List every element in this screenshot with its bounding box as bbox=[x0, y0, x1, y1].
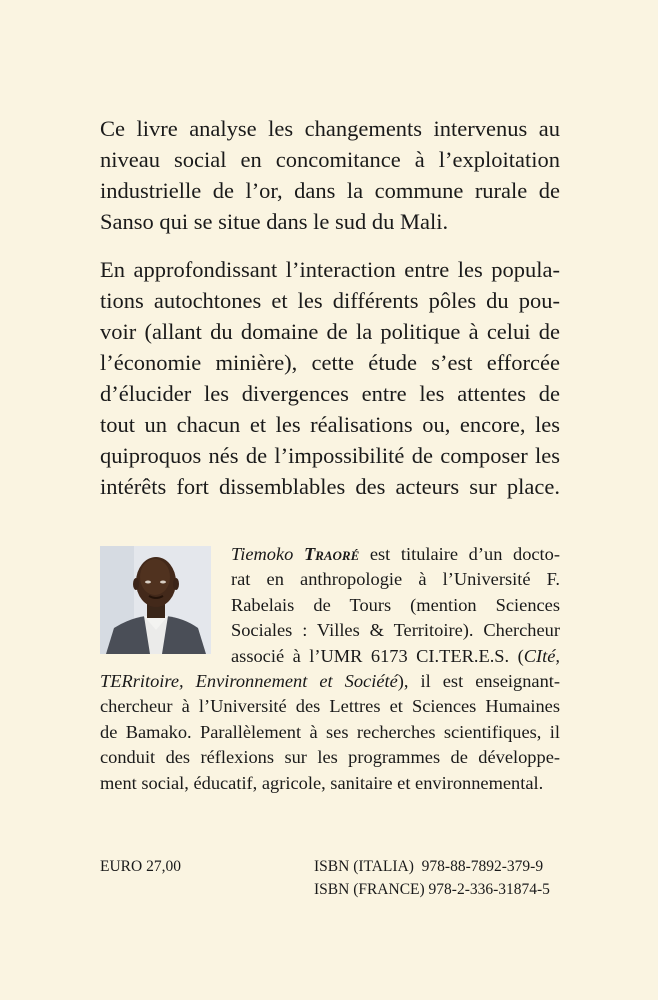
summary-line: industrielle de l’or, dans la commune rurale de bbox=[100, 178, 560, 203]
author-photo bbox=[100, 546, 211, 654]
author-last-name: Traoré bbox=[303, 544, 360, 564]
summary-line: tout un chacun et les réalisations ou, encore, les bbox=[100, 412, 560, 437]
author-first-name: Tiemoko bbox=[231, 544, 294, 564]
summary-line: Ce livre analyse les changements intervenus au bbox=[100, 116, 560, 141]
bio-line: de Bamako. Parallèlement à ses recherches scientifiques, il bbox=[100, 721, 560, 742]
bio-line: Sociales : Villes & Territoire). Chercheur bbox=[231, 620, 560, 641]
bio-text: associé à l’UMR 6173 CI.TER.E.S. ( bbox=[231, 645, 524, 666]
isbn-france: ISBN (FRANCE) 978-2-336-31874-5 bbox=[314, 881, 550, 898]
bio-text: ), il est enseignant- bbox=[397, 671, 561, 691]
summary-line: l’économie minière), cette étude s’est efforcée bbox=[100, 350, 560, 375]
bio-line bbox=[231, 542, 560, 567]
summary-line: d’élucider les divergences entre les attentes de bbox=[100, 381, 560, 406]
bio-line: rat en anthropologie à l’Université F. bbox=[231, 569, 560, 590]
author-bio-continued bbox=[100, 669, 560, 796]
bio-text: est titulaire d’un docto- bbox=[359, 544, 560, 564]
isbn-italia: ISBN (ITALIA) 978-88-7892-379-9 bbox=[314, 858, 544, 875]
bio-line bbox=[231, 644, 560, 669]
bio-line: chercheur à l’Université des Lettres et Sciences Humaines bbox=[100, 696, 560, 717]
summary-line: tions autochtones et les différents pôles du pou- bbox=[100, 288, 560, 313]
summary-line: niveau social en concomitance à l’exploitation bbox=[100, 147, 560, 172]
summary-line: voir (allant du domaine de la politique à celui de bbox=[100, 319, 560, 344]
bio-line: conduit des réflexions sur les programmes de développe- bbox=[100, 747, 560, 768]
author-bio-intro bbox=[231, 542, 560, 669]
summary-line: intérêts fort dissemblables des acteurs sur place. bbox=[100, 474, 560, 499]
summary-paragraph-2 bbox=[100, 254, 560, 502]
summary-line: Sanso qui se situe dans le sud du Mali. bbox=[100, 209, 449, 234]
summary-line: quiproquos nés de l’impossibilité de composer les bbox=[100, 443, 560, 468]
lab-name-italic: CIté, bbox=[523, 645, 560, 666]
summary-paragraph-1 bbox=[100, 113, 560, 237]
lab-name-italic: TERritoire, Environnement et Société bbox=[100, 671, 398, 691]
bio-line: Rabelais de Tours (mention Sciences bbox=[231, 594, 560, 615]
summary-line: En approfondissant l’interaction entre les popula- bbox=[100, 257, 560, 282]
bio-line: ment social, éducatif, agricole, sanitaire et environnemental. bbox=[100, 772, 544, 793]
bio-line bbox=[100, 669, 560, 694]
price-label: EURO 27,00 bbox=[100, 858, 181, 875]
